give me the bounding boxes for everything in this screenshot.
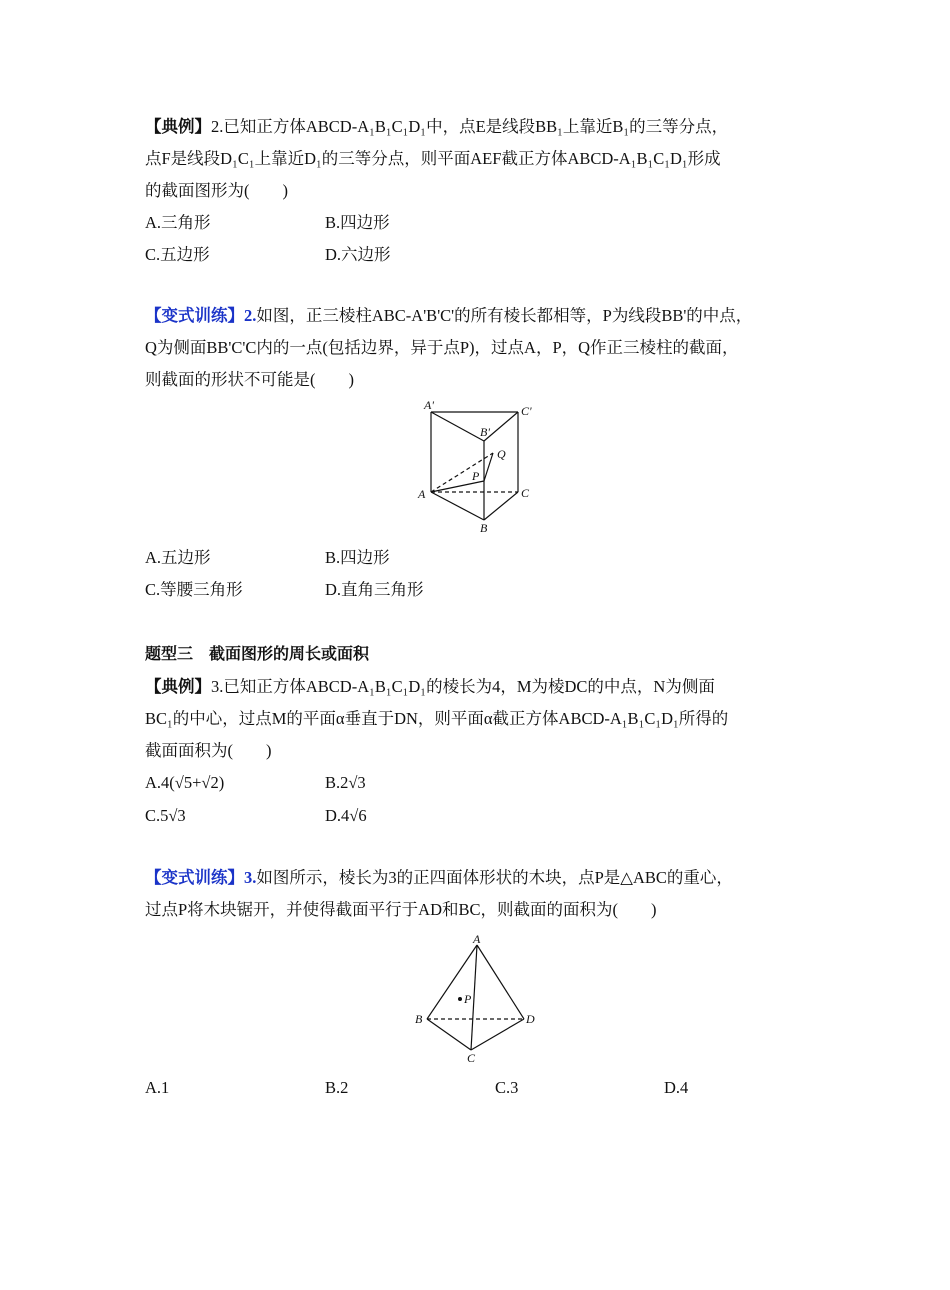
ex2-option-c: C.五边形 (145, 245, 210, 264)
prism-line-aq (431, 453, 493, 492)
ex3-line3: 截面面积为( ) (145, 741, 272, 760)
ex2-option-d: D.六边形 (325, 245, 391, 264)
ex2-line1 (145, 116, 728, 138)
ex3-line1 (145, 676, 715, 698)
var3-option-a: A.1 (145, 1078, 170, 1097)
ex3-option-a: A.4(√5+√2) (145, 773, 225, 792)
var2-line1 (145, 305, 752, 327)
var2-line2: Q为侧面BB'C'C内的一点(包括边界，异于点P)，过点A，P，Q作正三棱柱的截面， (145, 338, 739, 357)
ex2-line2: 点F是线段D₁C₁上靠近D₁的三等分点，则平面AEF截正方体ABCD-A₁B₁C₁D₁形成 (145, 149, 721, 168)
tetra-edge-ac (471, 945, 477, 1050)
var2-tag: 【变式训练】 (145, 306, 244, 325)
prism-line-pq (484, 453, 493, 481)
tetra-label-b: B (415, 1012, 423, 1026)
prism-edge-ab (431, 492, 484, 520)
prism-edge-b1c1 (484, 412, 518, 441)
ex2-option-a: A.三角形 (145, 213, 211, 232)
var3-line2: 过点P将木块锯开，并使得截面平行于AD和BC，则截面的面积为( ) (145, 900, 657, 919)
section3-title: 题型三 截面图形的周长或面积 (145, 644, 370, 663)
var2-option-c: C.等腰三角形 (145, 580, 243, 599)
prism-label-q: Q (497, 447, 506, 461)
ex2-tag: 【典例】 (145, 117, 211, 136)
tetra-edge-ab (427, 945, 477, 1019)
var2-line1-text: 如图，正三棱柱ABC-A'B'C'的所有棱长都相等，P为线段BB'的中点， (256, 306, 753, 325)
var3-option-c: C.3 (495, 1078, 519, 1097)
var3-option-d: D.4 (664, 1078, 689, 1097)
ex2-line1-text: 2.已知正方体ABCD-A₁B₁C₁D₁中，点E是线段BB₁上靠近B₁的三等分点， (211, 117, 729, 136)
ex2-option-b: B.四边形 (325, 213, 390, 232)
prism-label-c1: C' (521, 404, 532, 418)
ex3-option-d: D.4√6 (325, 806, 367, 825)
var2-option-d: D.直角三角形 (325, 580, 424, 599)
prism-line-ap (431, 481, 484, 492)
tetra-label-a: A (473, 932, 481, 946)
prism-edge-a1b1 (431, 412, 484, 441)
ex3-tag: 【典例】 (145, 677, 211, 696)
ex3-line2: BC₁的中心，过点M的平面α垂直于DN，则平面α截正方体ABCD-A₁B₁C₁D₁所得的 (145, 709, 729, 728)
prism-label-b1: B' (480, 425, 490, 439)
tetra-label-c: C (467, 1051, 476, 1065)
var3-option-b: B.2 (325, 1078, 349, 1097)
var3-line1 (145, 867, 733, 889)
tetra-label-d: D (526, 1012, 535, 1026)
ex3-line1-text: 3.已知正方体ABCD-A₁B₁C₁D₁的棱长为4，M为棱DC的中点，N为侧面 (211, 677, 715, 696)
ex3-option-c: C.5√3 (145, 806, 186, 825)
var3-tag: 【变式训练】 (145, 868, 244, 887)
prism-label-a: A (418, 487, 426, 501)
tetra-edge-ad (477, 945, 524, 1019)
prism-label-a1: A' (424, 398, 434, 412)
var2-option-b: B.四边形 (325, 548, 390, 567)
var2-num: 2. (244, 306, 257, 325)
var3-num: 3. (244, 868, 257, 887)
ex3-option-b: B.2√3 (325, 773, 366, 792)
tetra-point-p (458, 997, 462, 1001)
prism-label-c: C (521, 486, 530, 500)
tetra-label-p: P (464, 992, 472, 1006)
prism-edge-bc (484, 492, 518, 520)
var2-option-a: A.五边形 (145, 548, 211, 567)
var2-line3: 则截面的形状不可能是( ) (145, 370, 354, 389)
tetra-edge-cd (471, 1019, 524, 1050)
var3-line1-text: 如图所示，棱长为3的正四面体形状的木块，点P是△ABC的重心， (256, 868, 733, 887)
prism-label-p: P (472, 469, 480, 483)
tetra-edge-bc (427, 1019, 471, 1050)
prism-label-b: B (480, 521, 488, 535)
ex2-line3: 的截面图形为( ) (145, 181, 288, 200)
